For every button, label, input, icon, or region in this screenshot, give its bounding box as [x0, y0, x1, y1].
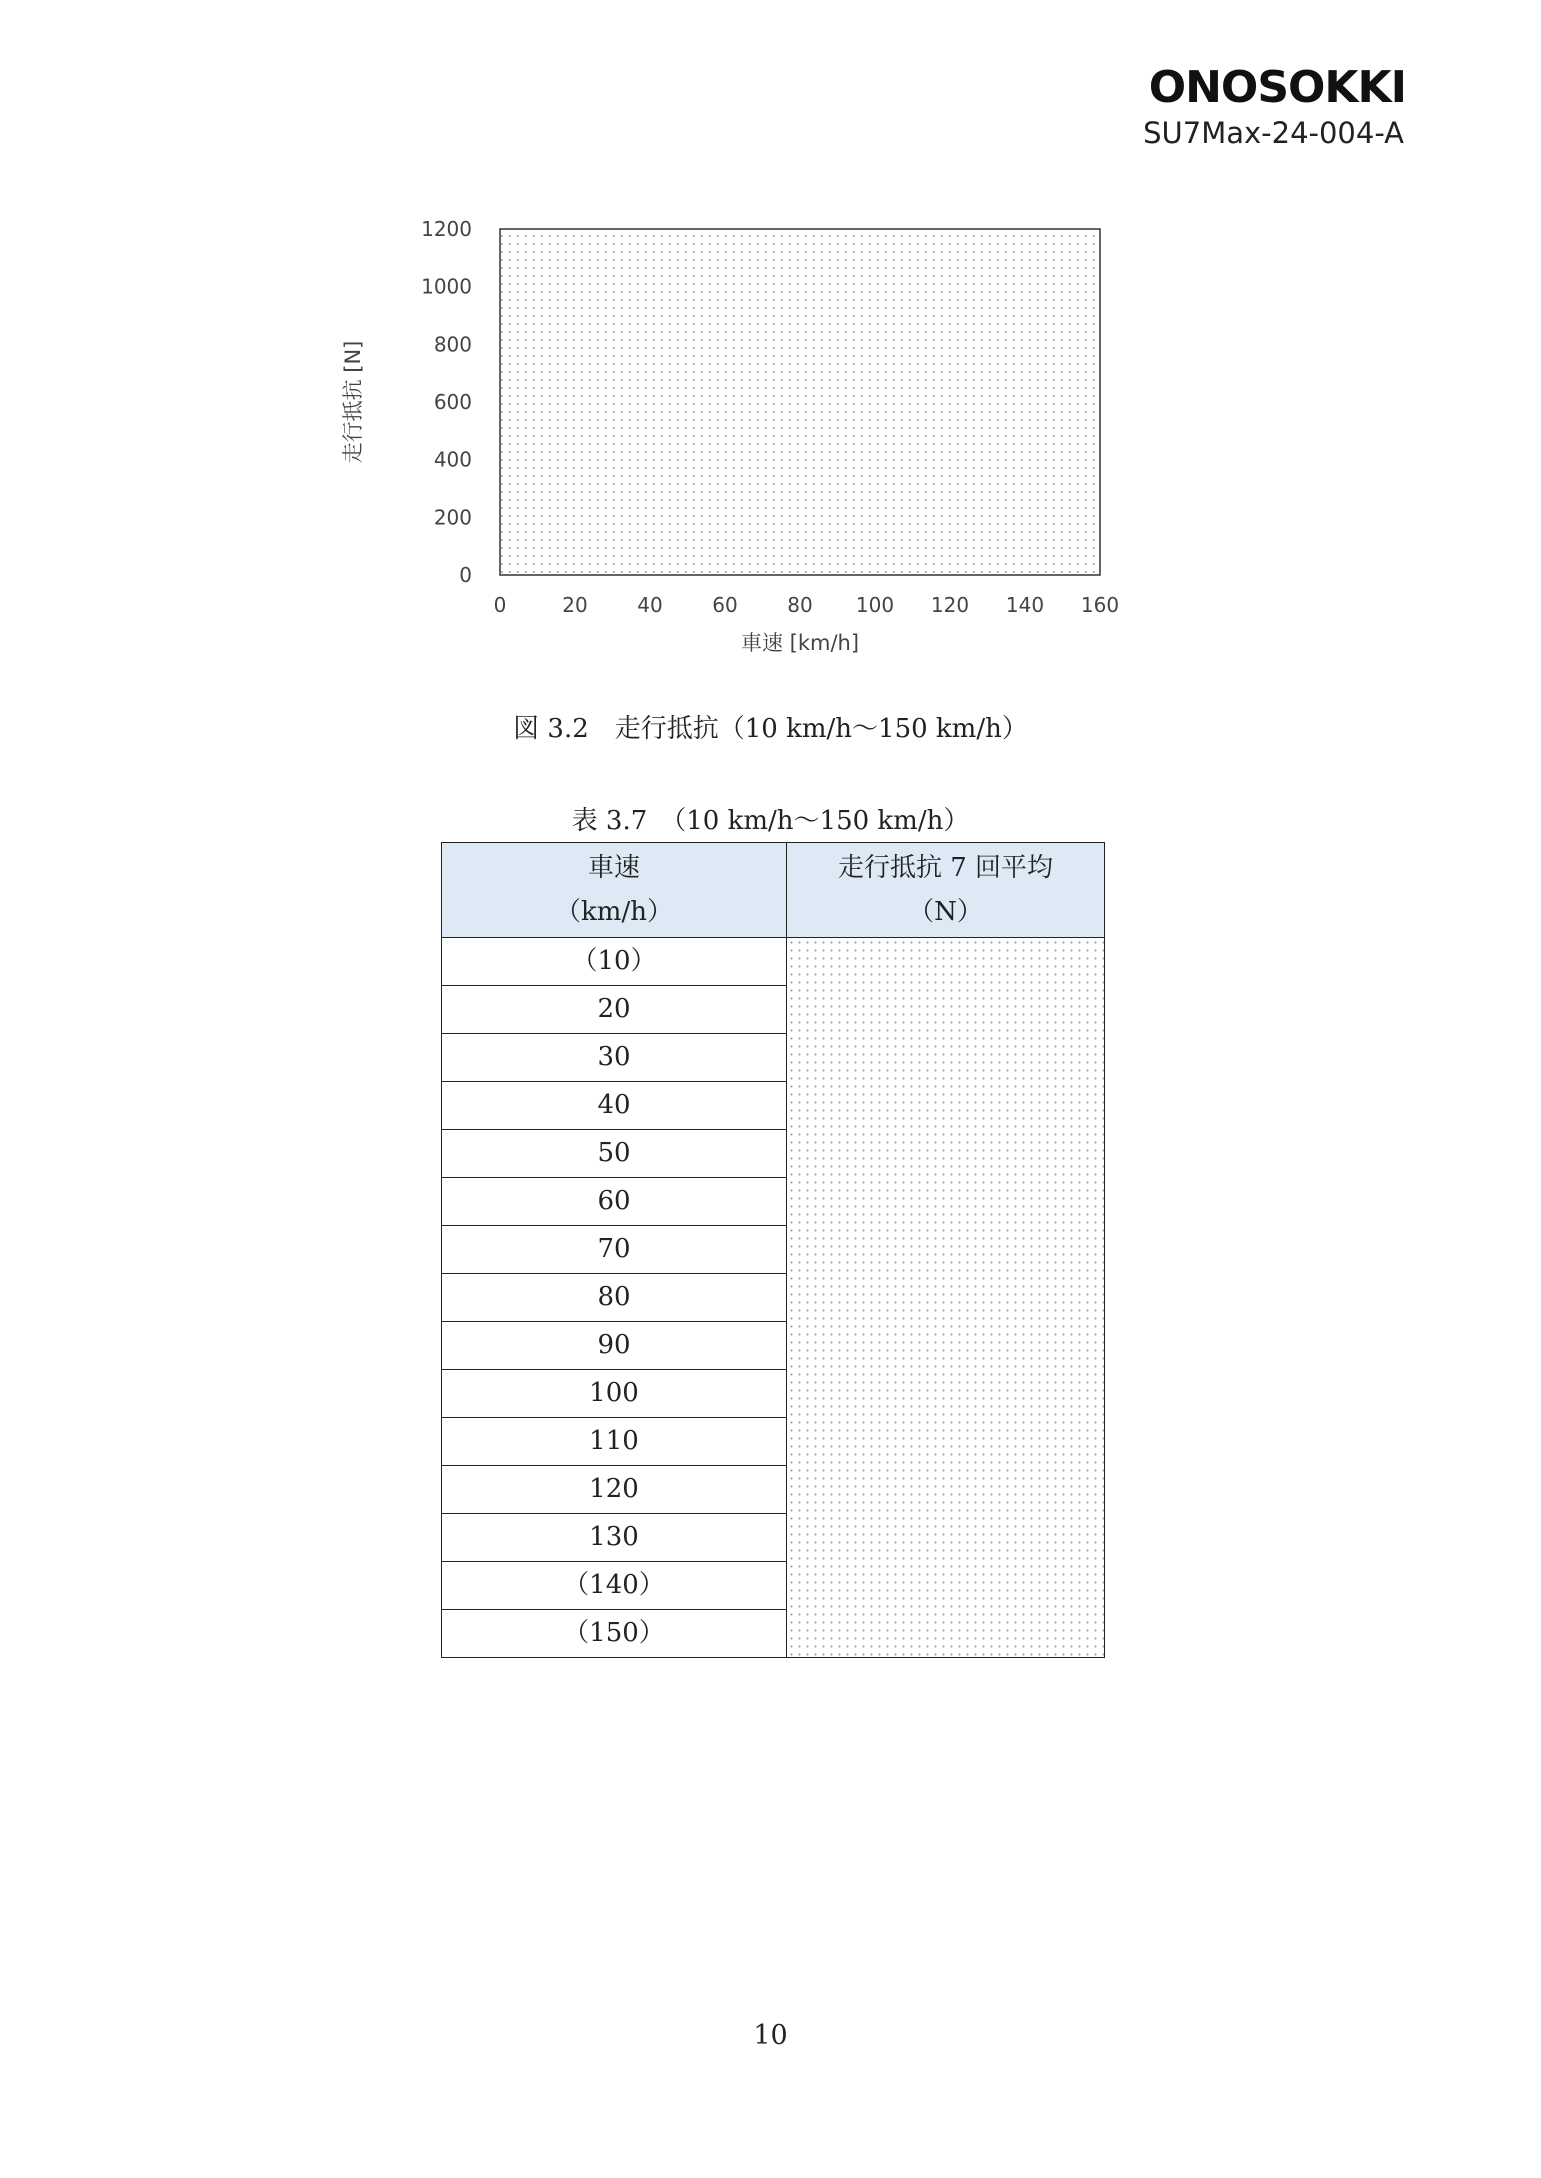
- y-tick-label: 1200: [421, 217, 472, 241]
- x-tick-label: 80: [787, 593, 813, 617]
- plot-area: [500, 229, 1100, 575]
- x-tick-label: 20: [562, 593, 588, 617]
- y-tick-label: 800: [433, 332, 472, 357]
- speed-cell: 120: [442, 1466, 787, 1514]
- y-tick-label: 400: [433, 447, 472, 472]
- x-tick-label: 60: [712, 593, 738, 617]
- speed-cell: 30: [442, 1034, 787, 1082]
- speed-cell: （10）: [442, 938, 787, 986]
- running-resistance-table: [441, 842, 1105, 1658]
- header-resistance-average: [787, 843, 1105, 938]
- speed-cell: 70: [442, 1226, 787, 1274]
- table-header-row: [442, 843, 1105, 938]
- speed-cell: 130: [442, 1514, 787, 1562]
- document-number: SU7Max-24-004-A: [1143, 116, 1404, 150]
- x-tick-label: 0: [493, 593, 507, 617]
- x-tick-labels: [494, 593, 1119, 617]
- figure-caption: [0, 708, 1541, 745]
- header-speed-title: 車速: [587, 853, 640, 883]
- table-body: [442, 938, 1105, 1658]
- header-vehicle-speed: [442, 843, 787, 938]
- speed-cell: （150）: [442, 1610, 787, 1658]
- x-tick-label: 100: [855, 593, 895, 617]
- x-tick-label: 160: [1080, 593, 1120, 617]
- table-caption: 表 3.7 （10 km/h～150 km/h）: [571, 806, 970, 836]
- x-tick-label: 40: [637, 593, 663, 617]
- header-resistance-unit: （N）: [908, 897, 983, 927]
- onosokki-logo: ONOSOKKI: [1148, 62, 1406, 113]
- speed-cell: 90: [442, 1322, 787, 1370]
- figure-caption-text: 図 3.2 走行抵抗（10 km/h～150 km/h）: [513, 714, 1028, 744]
- y-tick-label: 600: [433, 390, 472, 414]
- header-resistance-title: 走行抵抗 7 回平均: [837, 853, 1054, 883]
- speed-cell: 100: [442, 1370, 787, 1418]
- speed-cell: 60: [442, 1178, 787, 1226]
- running-resistance-chart: [330, 200, 1150, 680]
- y-tick-label: 0: [459, 563, 472, 587]
- x-axis-label: 車速 [km/h]: [740, 631, 860, 655]
- page-number: 10: [753, 2020, 788, 2051]
- chart-svg: [330, 200, 1150, 680]
- speed-cell: 20: [442, 986, 787, 1034]
- y-tick-label: 1000: [421, 274, 472, 299]
- header-speed-unit: （km/h）: [555, 897, 673, 927]
- speed-cell: 40: [442, 1082, 787, 1130]
- y-tick-label: 200: [433, 505, 472, 530]
- y-axis-label: 走行抵抗 [N]: [341, 340, 365, 464]
- resistance-value-area: [787, 938, 1105, 1658]
- y-tick-labels: [421, 217, 472, 587]
- speed-cell: 110: [442, 1418, 787, 1466]
- speed-cell: 80: [442, 1274, 787, 1322]
- speed-cell: 50: [442, 1130, 787, 1178]
- speed-cell: （140）: [442, 1562, 787, 1610]
- x-tick-label: 120: [930, 593, 970, 617]
- table-row: [442, 938, 1105, 986]
- x-tick-label: 140: [1005, 593, 1045, 617]
